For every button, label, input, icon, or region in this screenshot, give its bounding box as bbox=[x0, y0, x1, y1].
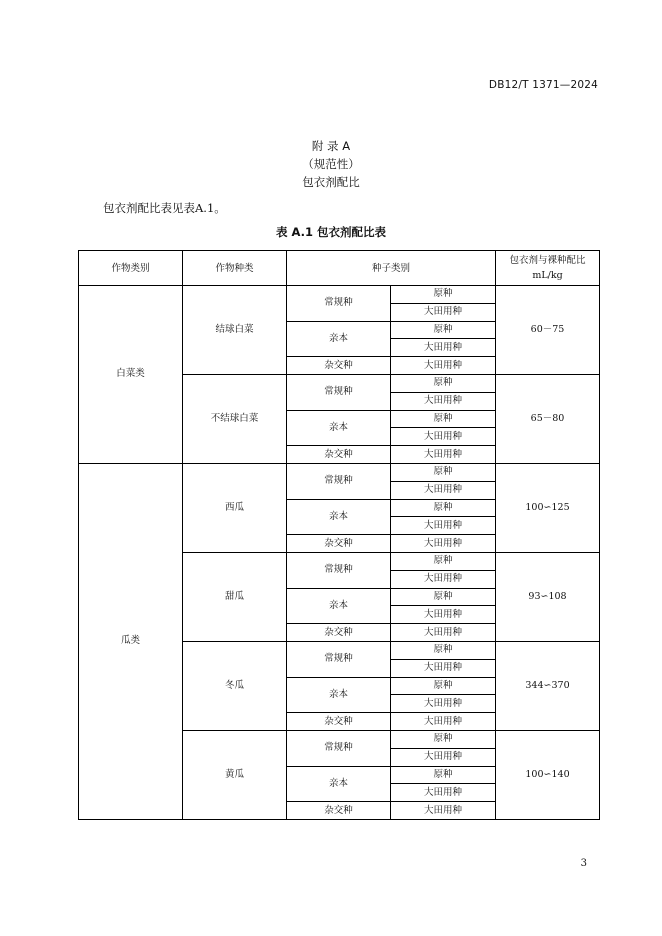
header-ratio-label: 包衣剂与裸种配比 bbox=[509, 255, 586, 266]
header-seed-type: 种子类别 bbox=[287, 251, 496, 286]
seed-grade-cell: 原种 bbox=[391, 641, 496, 659]
seed-type-cell: 杂交种 bbox=[287, 713, 391, 731]
appendix-subject: 包衣剂配比 bbox=[302, 175, 360, 189]
crop-variety-cell: 黄瓜 bbox=[183, 730, 287, 819]
seed-type-cell: 亲本 bbox=[287, 588, 391, 624]
seed-type-cell: 常规种 bbox=[287, 641, 391, 677]
seed-grade-cell: 大田用种 bbox=[391, 339, 496, 357]
coating-ratio-table bbox=[78, 250, 600, 820]
seed-grade-cell: 原种 bbox=[391, 730, 496, 748]
table-body bbox=[79, 286, 600, 820]
seed-type-cell: 杂交种 bbox=[287, 802, 391, 820]
seed-type-cell: 亲本 bbox=[287, 410, 391, 446]
header-crop-variety: 作物种类 bbox=[183, 251, 287, 286]
table-row bbox=[79, 286, 600, 304]
seed-grade-cell: 原种 bbox=[391, 552, 496, 570]
seed-type-cell: 亲本 bbox=[287, 677, 391, 713]
seed-grade-cell: 大田用种 bbox=[391, 659, 496, 677]
seed-grade-cell: 大田用种 bbox=[391, 748, 496, 766]
ratio-cell: 93∽108 bbox=[496, 552, 600, 641]
ratio-cell: 344∽370 bbox=[496, 641, 600, 730]
seed-type-cell: 杂交种 bbox=[287, 446, 391, 464]
seed-type-cell: 杂交种 bbox=[287, 357, 391, 375]
crop-variety-cell: 结球白菜 bbox=[183, 286, 287, 375]
crop-variety-cell: 西瓜 bbox=[183, 463, 287, 552]
crop-class-cell: 瓜类 bbox=[79, 463, 183, 819]
seed-grade-cell: 大田用种 bbox=[391, 517, 496, 535]
seed-type-cell: 常规种 bbox=[287, 730, 391, 766]
seed-type-cell: 杂交种 bbox=[287, 535, 391, 553]
document-id: DB12/T 1371—2024 bbox=[488, 79, 598, 91]
seed-type-cell: 亲本 bbox=[287, 321, 391, 357]
seed-grade-cell: 大田用种 bbox=[391, 606, 496, 624]
crop-variety-cell: 不结球白菜 bbox=[183, 374, 287, 463]
seed-type-cell: 亲本 bbox=[287, 766, 391, 802]
seed-grade-cell: 原种 bbox=[391, 499, 496, 517]
seed-grade-cell: 原种 bbox=[391, 410, 496, 428]
seed-grade-cell: 大田用种 bbox=[391, 784, 496, 802]
seed-grade-cell: 大田用种 bbox=[391, 624, 496, 642]
intro-paragraph: 包衣剂配比表见表A.1。 bbox=[103, 201, 226, 215]
seed-grade-cell: 原种 bbox=[391, 463, 496, 481]
seed-grade-cell: 原种 bbox=[391, 677, 496, 695]
seed-grade-cell: 大田用种 bbox=[391, 695, 496, 713]
page-number: 3 bbox=[580, 858, 587, 869]
seed-grade-cell: 大田用种 bbox=[391, 357, 496, 375]
seed-grade-cell: 大田用种 bbox=[391, 303, 496, 321]
ratio-cell: 65－80 bbox=[496, 374, 600, 463]
seed-type-cell: 杂交种 bbox=[287, 624, 391, 642]
seed-grade-cell: 原种 bbox=[391, 321, 496, 339]
crop-variety-cell: 甜瓜 bbox=[183, 552, 287, 641]
appendix-title: 附 录 A bbox=[311, 139, 351, 153]
seed-grade-cell: 大田用种 bbox=[391, 481, 496, 499]
table-caption: 表 A.1 包衣剂配比表 bbox=[276, 225, 386, 239]
seed-grade-cell: 大田用种 bbox=[391, 392, 496, 410]
table-row bbox=[79, 463, 600, 481]
seed-grade-cell: 大田用种 bbox=[391, 713, 496, 731]
crop-variety-cell: 冬瓜 bbox=[183, 641, 287, 730]
header-ratio bbox=[496, 251, 600, 286]
seed-grade-cell: 大田用种 bbox=[391, 570, 496, 588]
seed-type-cell: 常规种 bbox=[287, 463, 391, 499]
table-header-row bbox=[79, 251, 600, 286]
seed-grade-cell: 原种 bbox=[391, 286, 496, 304]
seed-grade-cell: 原种 bbox=[391, 766, 496, 784]
seed-grade-cell: 原种 bbox=[391, 588, 496, 606]
seed-grade-cell: 大田用种 bbox=[391, 446, 496, 464]
seed-grade-cell: 大田用种 bbox=[391, 428, 496, 446]
seed-grade-cell: 大田用种 bbox=[391, 802, 496, 820]
seed-type-cell: 常规种 bbox=[287, 374, 391, 410]
seed-type-cell: 亲本 bbox=[287, 499, 391, 535]
header-ratio-unit: mL/kg bbox=[532, 270, 563, 281]
ratio-cell: 60－75 bbox=[496, 286, 600, 375]
seed-grade-cell: 原种 bbox=[391, 374, 496, 392]
ratio-cell: 100∽125 bbox=[496, 463, 600, 552]
seed-grade-cell: 大田用种 bbox=[391, 535, 496, 553]
seed-type-cell: 常规种 bbox=[287, 286, 391, 322]
header-crop-class: 作物类别 bbox=[79, 251, 183, 286]
appendix-nature: （规范性） bbox=[302, 157, 360, 171]
crop-class-cell: 白菜类 bbox=[79, 286, 183, 464]
seed-type-cell: 常规种 bbox=[287, 552, 391, 588]
ratio-cell: 100∽140 bbox=[496, 730, 600, 819]
